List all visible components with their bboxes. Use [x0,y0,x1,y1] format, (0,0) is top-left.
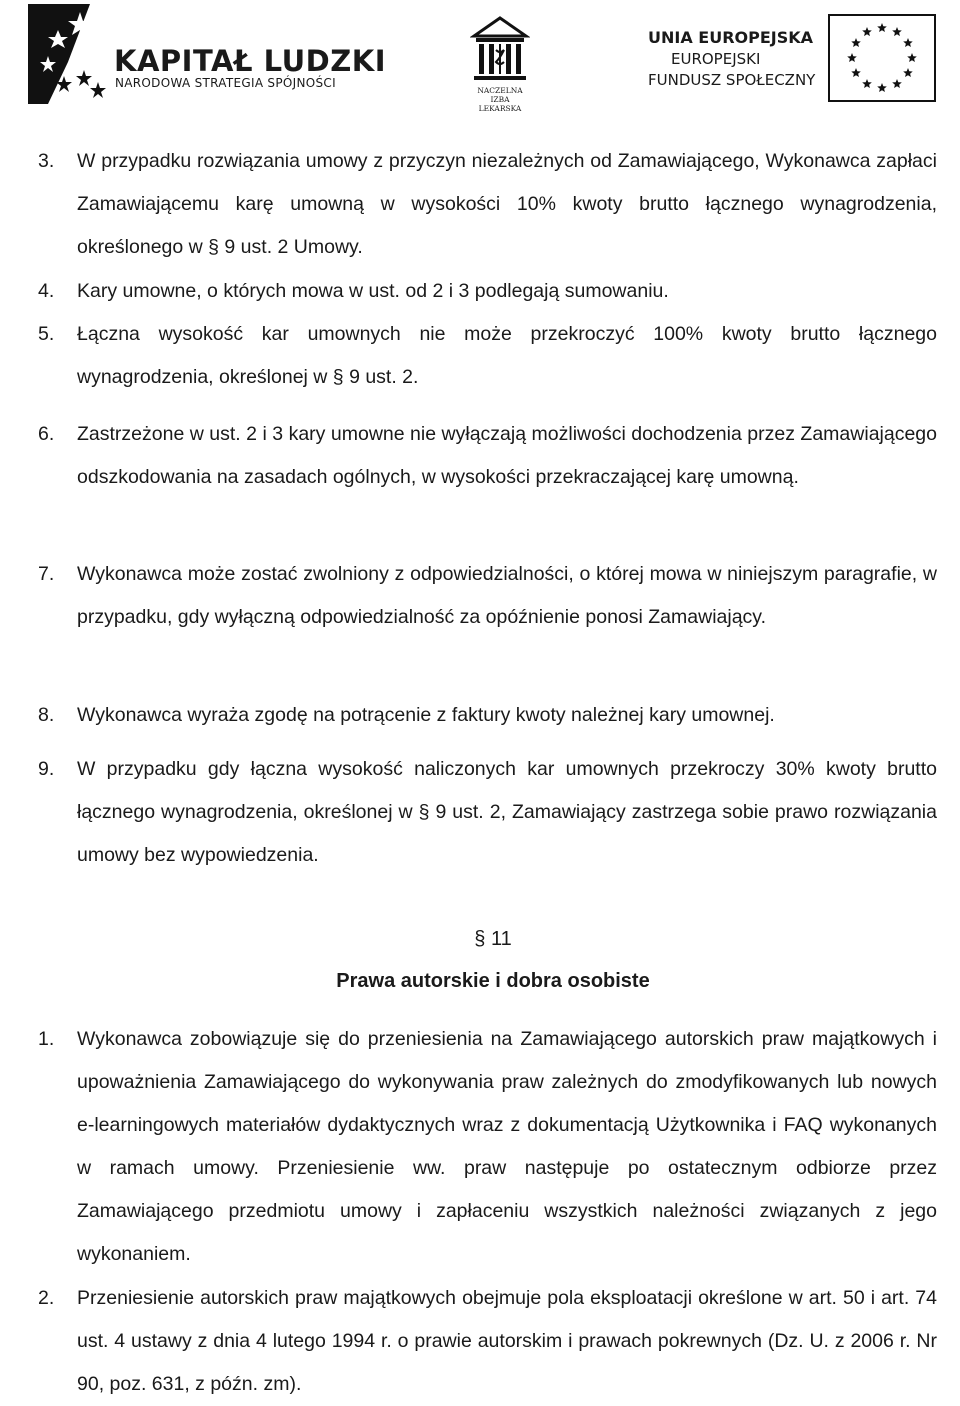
clause-paragraph [38,748,937,877]
clause-paragraph-text: Wykonawca może zostać zwolniony z odpowiedzialności, o której mowa w niniejszym paragrafie, w przypadku, gdy wyłączną odpowiedzialność za opóźnienie ponosi Zamawiający. [77,563,937,628]
ue-line-2: EUROPEJSKI [671,50,761,68]
clause-paragraph-number: 6. [38,423,55,445]
clause-paragraph-text: Kary umowne, o których mowa w ust. od 2 i 3 podlegają sumowaniu. [77,280,669,302]
clause-paragraph [38,553,937,639]
clause-paragraph-number: 3. [38,150,55,172]
clause-paragraph-number: 8. [38,704,55,726]
kapital-ludzki-title: KAPITAŁ LUDZKI [114,44,387,78]
ue-line-3: FUNDUSZ SPOŁECZNY [648,71,816,89]
section-paragraph-text: Wykonawca zobowiązuje się do przeniesienia na Zamawiającego autorskich praw majątkowych i upoważnienia Zamawiającego do wykonywania praw zależnych do zmodyfikowanych lub nowych e-learningowych materiałów dydaktycznych wraz z dokumentacją Użytkownika i FAQ wykonanych w ramach umowy. Przeniesienie ww. praw następuje po ostatecznym odbiorze przez Zamawiającego przedmiotu umowy i zapłaceniu wszystkich należności związanych z jego wykonaniem. [77,1028,937,1265]
clause-paragraph-number: 9. [38,758,55,780]
clause-paragraph [38,140,937,269]
clause-paragraph [38,313,937,399]
clause-paragraph [38,270,937,313]
section-paragraph [38,1277,937,1406]
section-paragraph [38,1018,937,1276]
clause-paragraph-text: Zastrzeżone w ust. 2 i 3 kary umowne nie wyłączają możliwości dochodzenia przez Zamawiającego odszkodowania na zasadach ogólnych, w wysokości przekraczającej karę umowną. [77,423,937,488]
clause-paragraph-text: Łączna wysokość kar umownych nie może przekroczyć 100% kwoty brutto łącznego wynagrodzenia, określonej w § 9 ust. 2. [77,323,937,388]
clause-paragraph [38,694,937,737]
section-title: Prawa autorskie i dobra osobiste [336,970,650,992]
section-number: § 11 [474,928,512,950]
section-paragraph-number: 1. [38,1028,55,1050]
section-paragraph-number: 2. [38,1287,55,1309]
section-paragraph-text: Przeniesienie autorskich praw majątkowych obejmuje pola eksploatacji określone w art. 50 i art. 74 ust. 4 ustawy z dnia 4 lutego 1994 r. o prawie autorskim i prawach pokrewnych (Dz. U. z 2006 r. Nr 90, poz. 631, z późn. zm). [77,1287,937,1395]
clause-paragraph-number: 7. [38,563,55,585]
kapital-ludzki-subtitle: NARODOWA STRATEGIA SPÓJNOŚCI [115,76,336,90]
clause-paragraph [38,413,937,499]
clause-paragraph-number: 4. [38,280,55,302]
clause-paragraph-text: Wykonawca wyraża zgodę na potrącenie z faktury kwoty należnej kary umownej. [77,704,775,726]
clause-paragraph-text: W przypadku gdy łączna wysokość naliczonych kar umownych przekroczy 30% kwoty brutto łącznego wynagrodzenia, określonej w § 9 ust. 2, Zamawiający zastrzega sobie prawo rozwiązania umowy bez wypowiedzenia. [77,758,937,866]
clause-paragraph-number: 5. [38,323,55,345]
naczelna-izba-lekarska-text: NACZELNA IZBA LEKARSKA [477,86,523,113]
clause-paragraph-text: W przypadku rozwiązania umowy z przyczyn niezależnych od Zamawiającego, Wykonawca zapłaci Zamawiającemu karę umowną w wysokości 10% kwoty brutto łącznego wynagrodzenia, określonego w § 9 ust. 2 Umowy. [77,150,937,258]
ue-line-1: UNIA EUROPEJSKA [648,28,814,47]
